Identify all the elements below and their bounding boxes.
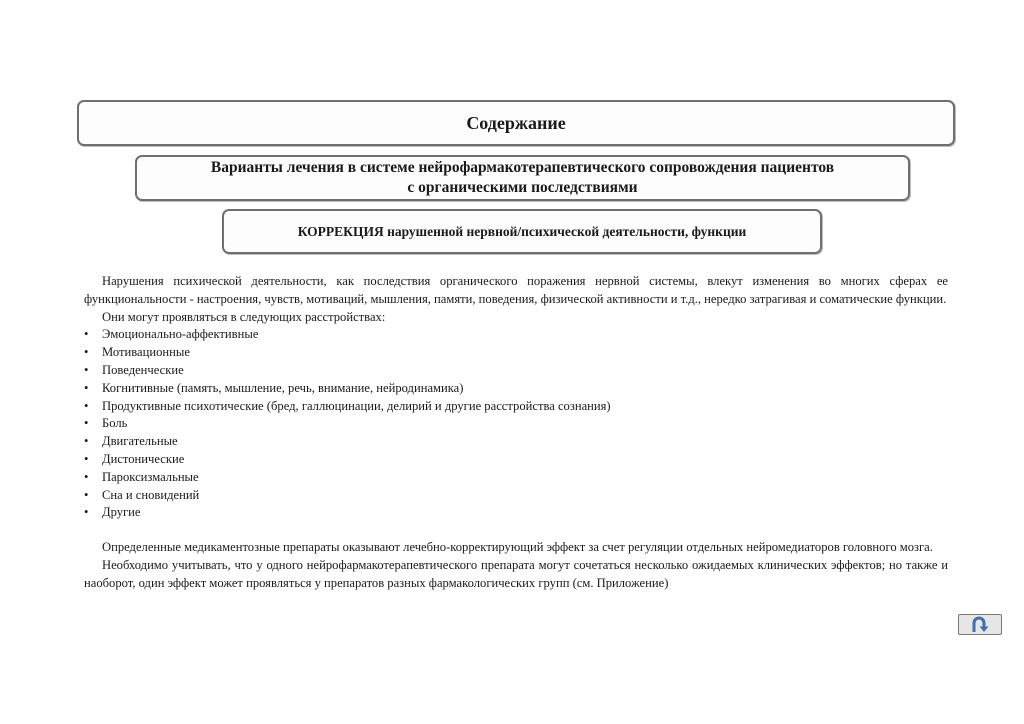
list-item: • Другие [84,504,948,522]
back-button[interactable] [958,614,1002,635]
correction-header [222,209,822,254]
list-intro: Они могут проявляться в следующих расстройствах: [102,309,386,324]
list-item: • Дистонические [84,451,948,469]
correction-title: КОРРЕКЦИЯ нарушенной нервной/психической деятельности, функции [297,223,747,239]
list-item: • Мотивационные [84,344,948,362]
treatment-options-title-line1: Варианты лечения в системе нейрофармакотерапевтического сопровождения пациентов [210,159,835,176]
document-body [84,273,948,593]
list-item: • Сна и сновидений [84,487,948,505]
effects-paragraph: Необходимо учитывать, что у одного нейрофармакотерапевтического препарата могут сочетаться несколько ожидаемых клинических эффектов; но также и наоборот, один эффект может проявляться у препаратов разных фармакологических групп (см. Приложение) [84,557,948,590]
list-item: • Двигательные [84,433,948,451]
list-item: • Пароксизмальные [84,469,948,487]
contents-title: Содержание [466,112,566,133]
list-item: • Поведенческие [84,362,948,380]
treatment-options-header[interactable] [135,155,910,201]
list-item: • Продуктивные психотические (бред, галлюцинации, делирий и другие расстройства сознания) [84,398,948,416]
mediator-paragraph: Определенные медикаментозные препараты оказывают лечебно-корректирующий эффект за счет регуляции отдельных нейромедиаторов головного мозга. [102,540,933,555]
intro-paragraph: Нарушения психической деятельности, как последствия органического поражения нервной системы, влекут изменения во многих сферах ее функциональности - настроения, чувств, мотиваций, мышления, памяти, поведения, физической активности и т.д., нередко затрагивая и соматические функции. [84,274,948,306]
list-item: • Боль [84,415,948,433]
u-turn-arrow-icon [969,616,991,633]
list-item: • Когнитивные (память, мышление, речь, внимание, нейродинамика) [84,380,948,398]
disorder-list [84,326,948,522]
treatment-options-title-line2: с органическими последствиями [407,179,638,196]
list-item: • Эмоционально-аффективные [84,326,948,344]
contents-button[interactable] [77,100,955,146]
